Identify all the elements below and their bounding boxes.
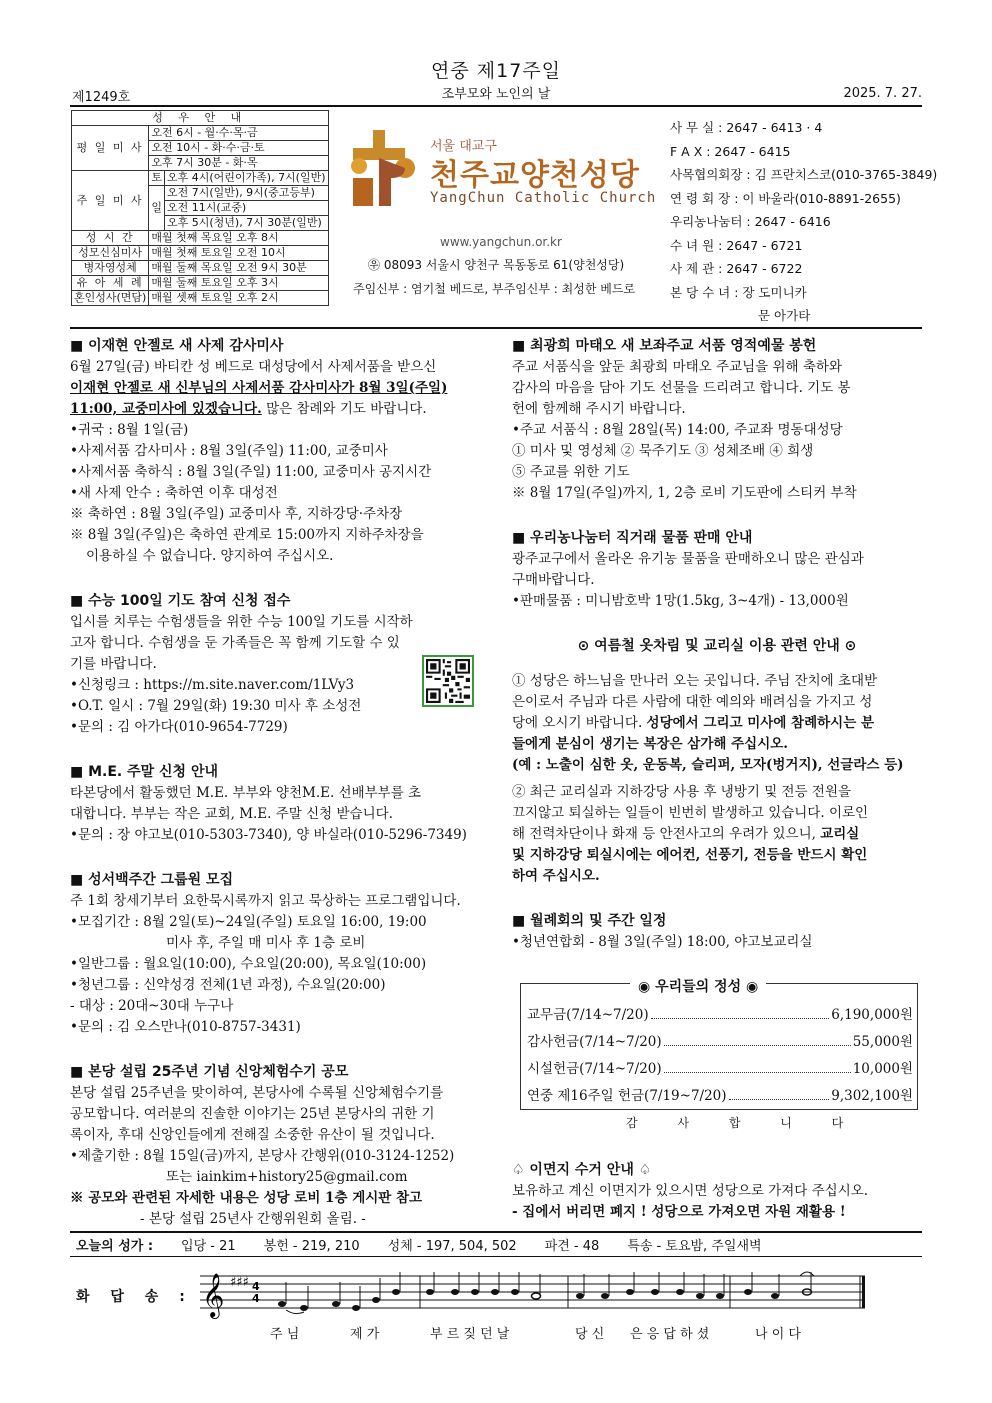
- section-heading: ■ 이재현 안젤로 새 사제 감사미사: [70, 338, 284, 354]
- hymn-entrance: 입당 - 21: [181, 1239, 236, 1254]
- qr-code-icon[interactable]: [422, 655, 474, 707]
- list-item: ⑤ 주교를 위한 기도: [512, 464, 630, 480]
- schedule-value: 매월 첫째 토요일 오전 10시: [149, 246, 328, 261]
- paragraph-emphasis: 들에게 분심이 생기는 복장은 삼가해 주십시오.: [512, 736, 788, 752]
- paragraph-emphasis: 하여 주십시오.: [512, 868, 600, 884]
- section-heading: ♤ 이면지 수거 안내 ♤: [512, 1162, 652, 1178]
- list-item: •문의 : 김 오스만나(010-8757-3431): [70, 1019, 301, 1035]
- list-item: •주교 서품식 : 8월 28일(목) 14:00, 주교좌 명동대성당: [512, 422, 843, 438]
- diocese-label: 서울 대교구: [430, 139, 497, 154]
- schedule-value: 매월 둘째 토요일 오후 3시: [149, 276, 328, 291]
- list-item: •청년연합회 - 8월 3일(주일) 18:00, 야고보교리실: [512, 934, 813, 950]
- contact-item: 우리농나눔터 : 2647 - 6416: [670, 214, 831, 229]
- list-item: •문의 : 김 아가다(010-9654-7729): [70, 719, 288, 735]
- schedule-value: 매월 셋째 토요일 오후 2시: [149, 291, 328, 306]
- offering-amount: 9,302,100원: [831, 1088, 913, 1104]
- scrap-paper-notice: [512, 1160, 922, 1223]
- church-name: 천주교양천성당: [430, 158, 640, 193]
- issue-number: 제1249호: [72, 90, 131, 105]
- offering-row: [527, 1030, 913, 1050]
- paragraph: 타본당에서 활동했던 M.E. 부부와 양천M.E. 선배부부를 초: [70, 785, 422, 801]
- schedule-value: 매월 첫째 목요일 오후 8시: [149, 231, 328, 246]
- paragraph: 고자 합니다. 수험생을 둔 가족들은 꼭 함께 기도할 수 있: [70, 635, 400, 651]
- offering-label: 교무금(7/14~7/20): [527, 1007, 649, 1023]
- sunday-mass-row: 오후 5시(청년), 7시 30분(일반): [164, 216, 328, 231]
- list-item: •제출기한 : 8월 15일(금)까지, 본당사 간행위(010-3124-1252): [70, 1148, 455, 1164]
- section-heading: ■ 수능 100일 기도 참여 신청 접수: [70, 593, 291, 609]
- sunday-mass-label: 주 일 미 사: [72, 171, 149, 231]
- section-heading: ■ 본당 설립 25주년 기념 신앙체험수기 공모: [70, 1064, 349, 1080]
- weekday-mass-row: 오전 6시 - 월·수·목·금: [149, 126, 328, 141]
- header-divider: [70, 105, 922, 107]
- offerings-title: ◉ 우리들의 정성 ◉: [630, 976, 766, 996]
- offering-label: 연중 제16주일 헌금(7/19~7/20): [527, 1088, 727, 1104]
- list-item: •판매물품 : 미니밤호박 1망(1.5kg, 3~4개) - 13,000원: [512, 593, 849, 609]
- schedule-label: 성 시 간: [72, 231, 149, 246]
- contact-item: 연 령 회 장 : 이 바울라(010-8891-2655): [670, 190, 901, 206]
- section-heading: ■ 성서백주간 그룹원 모집: [70, 872, 234, 888]
- church-address: ㉾ 08093 서울시 양천구 목동동로 61(양천성당): [368, 258, 625, 272]
- paragraph: 끄지않고 퇴실하는 일들이 빈번히 발생하고 있습니다. 이로인: [512, 805, 869, 821]
- list-item: ※ 8월 3일(주일)은 축하연 관계로 15:00까지 지하주차장을: [70, 527, 424, 543]
- offering-row: [527, 1057, 913, 1077]
- paragraph: 록이자, 후대 신앙인들에게 전해질 소중한 유산이 될 것입니다.: [70, 1127, 435, 1143]
- list-item: - 대상 : 20대~30대 누구나: [70, 998, 234, 1014]
- paragraph: 주 1회 창세기부터 요한묵시록까지 읽고 묵상하는 프로그램입니다.: [70, 893, 461, 909]
- schedule-label: 유 아 세 례: [72, 276, 149, 291]
- list-item: 이용하실 수 없습니다. 양지하여 주십시오.: [86, 548, 334, 564]
- list-item: •문의 : 장 야고보(010-5303-7340), 양 바실라(010-5296-7349): [70, 827, 467, 843]
- music-staff-icon: [200, 1268, 870, 1320]
- issue-date: 2025. 7. 27.: [843, 86, 922, 101]
- list-item: •귀국 : 8월 1일(금): [70, 422, 189, 438]
- paragraph: ② 최근 교리실과 지하강당 사용 후 냉방기 및 전등 전원을: [512, 784, 852, 800]
- contact-item: 문 아가타: [758, 308, 811, 323]
- offering-row: [527, 1003, 913, 1023]
- offering-amount: 55,000원: [852, 1034, 913, 1050]
- list-item: ※ 공모와 관련된 자세한 내용은 성당 로비 1층 게시판 참고: [70, 1190, 423, 1206]
- list-item: •신청링크 : https://m.site.naver.com/1LVy3: [70, 677, 355, 693]
- church-name-english: YangChun Catholic Church: [430, 190, 657, 206]
- list-item: •새 사제 안수 : 축하연 이후 대성전: [70, 485, 278, 501]
- lyric-phrase: 당 신: [575, 1327, 605, 1342]
- email-link[interactable]: 또는 iainkim+history25@gmail.com: [166, 1169, 408, 1185]
- section-heading: ⊙ 여름철 옷차림 및 교리실 이용 관련 안내 ⊙: [577, 638, 857, 654]
- mass-schedule-table: [71, 110, 329, 306]
- list-item: •사제서품 축하식 : 8월 3일(주일) 11:00, 교중미사 공지시간: [70, 464, 432, 480]
- contact-item: 사목협의회장 : 김 프란치스코(010-3765-3849): [670, 167, 938, 182]
- schedule-label: 병자영성체: [72, 261, 149, 276]
- priests-info: 주임신부 : 염기철 베드로, 부주임신부 : 최성한 베드로: [353, 282, 636, 296]
- right-column: [512, 336, 922, 953]
- svg-text:𝄞: 𝄞: [202, 1273, 225, 1317]
- saturday-label: 토: [149, 171, 165, 186]
- offering-label: 감사헌금(7/14~7/20): [527, 1034, 662, 1050]
- lyric-phrase: 은 응 답 하 셨: [630, 1327, 710, 1342]
- hymn-communion: 성체 - 197, 504, 502: [387, 1239, 517, 1254]
- church-logo-icon: [345, 128, 425, 208]
- hymn-recessional: 파견 - 48: [544, 1239, 600, 1254]
- hymns-bar: [70, 1231, 922, 1257]
- list-item: ① 미사 및 영성체 ② 묵주기도 ③ 성체조배 ④ 희생: [512, 443, 814, 459]
- paragraph: 공모합니다. 여러분의 진솔한 이야기는 25년 본당사의 귀한 기: [70, 1106, 435, 1122]
- offering-amount: 10,000원: [852, 1061, 913, 1077]
- thanks-text: 감 사 합 니 다: [620, 1114, 867, 1131]
- paragraph: 헌에 함께해 주시기 바랍니다.: [512, 401, 686, 417]
- paragraph: 감사의 마음을 담아 기도 선물을 드리려고 합니다. 기도 봉: [512, 380, 851, 396]
- paragraph: 기를 바랍니다.: [70, 656, 157, 672]
- section-heading: ■ M.E. 주말 신청 안내: [70, 764, 218, 780]
- svg-text:♯♯♯: ♯♯♯: [230, 1275, 249, 1290]
- responsorial-label: 화 답 송 :: [76, 1289, 193, 1305]
- paragraph: 당에 오시기 바랍니다.: [512, 715, 647, 731]
- hymns-label: 오늘의 성가 :: [76, 1239, 154, 1254]
- lyric-phrase: 부 르 짖 던 날: [430, 1327, 510, 1342]
- schedule-label: 혼인성사(면담): [72, 291, 149, 306]
- offering-label: 시설헌금(7/14~7/20): [527, 1061, 662, 1077]
- contact-item: 본 당 수 녀 : 장 도미니카: [670, 284, 807, 300]
- paragraph: 주교 서품식을 앞둔 최광희 마태오 주교님을 위해 축하와: [512, 359, 842, 375]
- weekday-mass-label: 평 일 미 사: [72, 126, 149, 171]
- weekday-mass-row: 오전 10시 - 화·수·금·토: [149, 141, 328, 156]
- lyric-phrase: 나 이 다: [755, 1327, 801, 1342]
- list-item: 미사 후, 주일 매 미사 후 1층 로비: [166, 935, 366, 951]
- paragraph: 본당 설립 25주년을 맞이하여, 본당사에 수록될 신앙체험수기를: [70, 1085, 444, 1101]
- list-item: •O.T. 일시 : 7월 29일(화) 19:30 미사 후 소성전: [70, 698, 362, 714]
- church-website: www.yangchun.or.kr: [440, 235, 562, 249]
- paragraph: 이재현 안젤로 새 신부님의 사제서품 감사미사가 8월 3일(주일): [70, 380, 448, 396]
- sunday-mass-row: 오전 7시(일반), 9시(중고등부): [164, 186, 328, 201]
- section-heading: ■ 월례회의 및 주간 일정: [512, 913, 667, 929]
- contact-item: F A X : 2647 - 6415: [670, 143, 791, 159]
- paragraph: 광주교구에서 올라온 유기농 물품을 판매하오니 많은 관심과: [512, 551, 864, 567]
- section-heading: ■ 최광희 마태오 새 보좌주교 서품 영적예물 봉헌: [512, 338, 817, 354]
- bulletin-subtitle: 조부모와 노인의 날: [441, 87, 551, 102]
- offering-row: [527, 1084, 913, 1104]
- paragraph-emphasis: 및 지하강당 퇴실시에는 에어컨, 선풍기, 전등을 반드시 확인: [512, 847, 868, 863]
- contact-item: 사 제 관 : 2647 - 6722: [670, 261, 803, 276]
- contact-item: 수 녀 원 : 2647 - 6721: [670, 237, 803, 253]
- bulletin-title: 연중 제17주일: [431, 60, 561, 82]
- paragraph-emphasis: 교리실: [820, 826, 860, 842]
- section-heading: ■ 우리농나눔터 직거래 물품 판매 안내: [512, 530, 753, 546]
- section-divider: [70, 327, 922, 329]
- paragraph-emphasis: 성당에서 그리고 미사에 참례하시는 분: [646, 715, 875, 731]
- lyric-phrase: 주 님: [270, 1327, 300, 1342]
- schedule-value: 매월 둘째 목요일 오전 9시 30분: [149, 261, 328, 276]
- paragraph: 6월 27일(금) 바티칸 성 베드로 대성당에서 사제서품을 받으신: [70, 359, 437, 375]
- paragraph: 대합니다. 부부는 작은 교회, M.E. 주말 신청 받습니다.: [70, 806, 393, 822]
- contact-item: 사 무 실 : 2647 - 6413 · 4: [670, 120, 823, 135]
- hymn-special: 특송 - 토요밤, 주일새벽: [627, 1239, 762, 1254]
- list-item: •일반그룹 : 월요일(10:00), 수요일(20:00), 목요일(10:00): [70, 956, 427, 972]
- mass-schedule-heading: 성 우 안 내: [72, 111, 329, 126]
- paragraph: 입시를 치루는 수험생들을 위한 수능 100일 기도를 시작하: [70, 614, 413, 630]
- list-item: •모집기간 : 8월 2일(토)~24일(주일) 토요일 16:00, 19:00: [70, 914, 427, 930]
- paragraph-emphasis: - 집에서 버리면 폐지 ! 성당으로 가져오면 자원 재활용 !: [512, 1204, 846, 1220]
- list-item: •사제서품 감사미사 : 8월 3일(주일) 11:00, 교중미사: [70, 443, 388, 459]
- offering-amount: 6,190,000원: [831, 1007, 913, 1023]
- sunday-mass-row: 오전 11시(교중): [164, 201, 328, 216]
- paragraph: ① 성당은 하느님을 만나러 오는 곳입니다. 주님 잔치에 초대받: [512, 673, 878, 689]
- schedule-label: 성모신심미사: [72, 246, 149, 261]
- sunday-label: 일: [149, 186, 165, 231]
- paragraph: 구매바랍니다.: [512, 572, 595, 588]
- contact-list: [670, 116, 937, 328]
- list-item: •청년그룹 : 신약성경 전체(1년 과정), 수요일(20:00): [70, 977, 386, 993]
- svg-text:4: 4: [252, 1292, 260, 1305]
- saturday-mass-row: 오후 4시(어린이가족), 7시(일반): [164, 171, 328, 186]
- paragraph: 은이로서 주님과 다른 사람에 대한 예의와 배려심을 가지고 성: [512, 694, 873, 710]
- signature-line: - 본당 설립 25년사 간행위원회 올림. -: [140, 1211, 366, 1227]
- paragraph-emphasis: (예 : 노출이 심한 옷, 운동복, 슬리퍼, 모자(벙거지), 선글라스 등): [512, 757, 904, 773]
- list-item: ※ 8월 17일(주일)까지, 1, 2층 로비 기도판에 스티커 부착: [512, 485, 857, 501]
- left-column: [70, 336, 480, 1230]
- svg-text:4: 4: [252, 1280, 260, 1293]
- hymn-offertory: 봉헌 - 219, 210: [263, 1239, 360, 1254]
- lyric-phrase: 제 가: [350, 1327, 380, 1342]
- weekday-mass-row: 오후 7시 30분 - 화·목: [149, 156, 328, 171]
- paragraph: 해 전력차단이나 화재 등 안전사고의 우려가 있으니,: [512, 826, 821, 842]
- paragraph: 보유하고 계신 이면지가 있으시면 성당으로 가져다 주십시오.: [512, 1183, 869, 1199]
- list-item: ※ 축하연 : 8월 3일(주일) 교중미사 후, 지하강당·주차장: [70, 506, 403, 522]
- paragraph: 많은 참례와 기도 바랍니다.: [261, 401, 427, 417]
- paragraph-emphasis: 11:00, 교중미사에 있겠습니다.: [70, 401, 262, 417]
